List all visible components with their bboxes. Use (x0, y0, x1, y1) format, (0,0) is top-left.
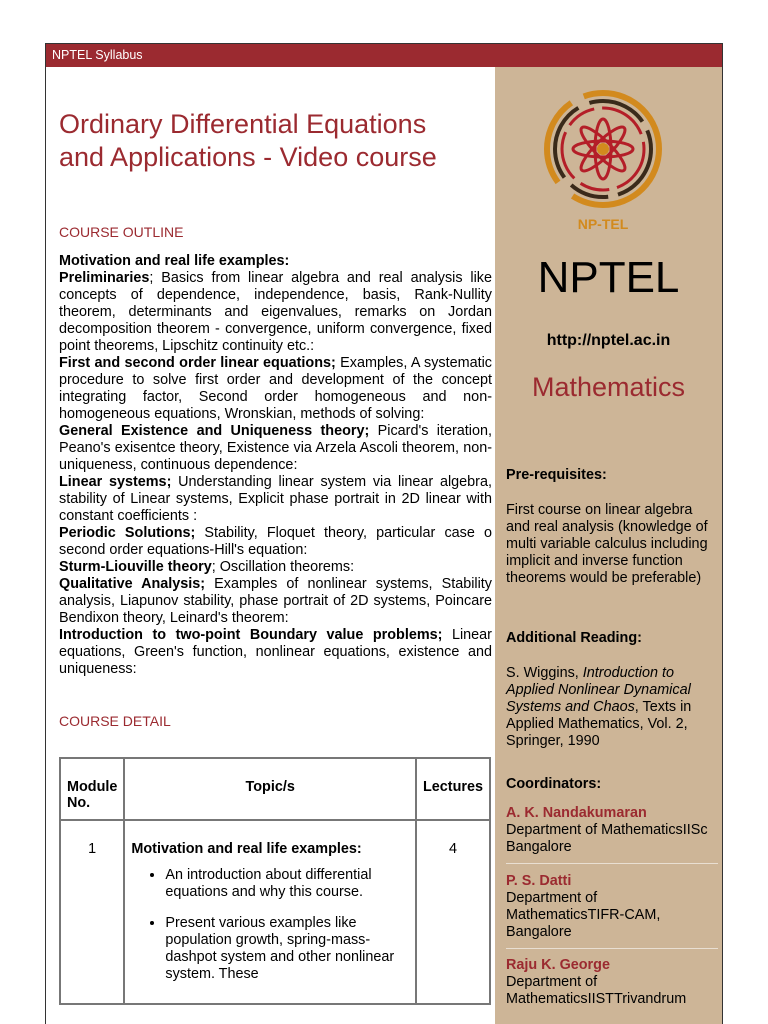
syllabus-frame (45, 43, 723, 1024)
coordinator-name: P. S. Datti (506, 873, 572, 889)
outline-intro: Motivation and real life examples: (59, 253, 290, 269)
list-item: • An introduction about differential equations and why this course. (165, 867, 409, 901)
outline-item: Preliminaries; Basics from linear algebra and real analysis like concepts of dependence, independence, basis, Rank-Nullity theorem, determinants and eigenvalues, remarks on Jordan decomposition theorem - convergence, uniform convergence, fixed point theorems, Lipschitz continuity etc.: (59, 270, 492, 354)
course-title: Ordinary Differential Equations and Applications - Video course (59, 109, 437, 172)
nptel-url[interactable]: http://nptel.ac.in (546, 332, 671, 349)
coordinator-affiliation: Department of MathematicsIISc Bangalore (506, 822, 708, 855)
coordinator-1 (506, 805, 716, 856)
topic-cell (124, 820, 416, 1004)
column-header-lectures: Lectures (416, 758, 490, 820)
table-row (60, 820, 490, 1004)
course-outline (59, 253, 492, 678)
course-outline-heading: COURSE OUTLINE (59, 224, 184, 240)
table-header-row (60, 758, 490, 820)
course-detail-heading: COURSE DETAIL (59, 713, 171, 729)
coordinator-affiliation: Department of MathematicsTIFR-CAM, Bangalore (506, 890, 661, 940)
lecture-count: 4 (416, 820, 490, 1004)
outline-item: Periodic Solutions; Stability, Floquet theory, particular case o second order equations-Hill's equation: (59, 525, 492, 558)
coordinator-affiliation: Department of MathematicsIISTTrivandrum (506, 974, 687, 1007)
outline-item: Linear systems; Understanding linear system via linear algebra, stability of Linear systems, Explicit phase portrait in 2D linear with constant coefficients : (59, 474, 492, 524)
topic-title: Motivation and real life examples: (131, 841, 362, 857)
divider (506, 948, 718, 949)
brand-name: NPTEL (537, 253, 680, 302)
coordinator-name: Raju K. George (506, 957, 610, 973)
outline-item: General Existence and Uniqueness theory; Picard's iteration, Peano's exisentce theory, Existence via Arzela Ascoli theorem, non-uniqueness, continuous dependence: (59, 423, 492, 473)
module-number: 1 (60, 820, 124, 1004)
prereq-text: First course on linear algebra and real analysis (knowledge of multi variable calculus including implicit and inverse function theorems would be preferable) (506, 502, 708, 586)
subject-name: Mathematics (531, 372, 686, 402)
nptel-logo (541, 87, 679, 237)
outline-item: Introduction to two-point Boundary value problems; Linear equations, Green's function, nonlinear equations, existence and uniqueness: (59, 627, 492, 677)
header-bar: NPTEL Syllabus (46, 44, 722, 67)
course-detail-table (59, 757, 491, 1005)
outline-item: First and second order linear equations; Examples, A systematic procedure to solve first order and development of the concept integrating factor, Second order homogeneous and non-homogeneous equations, Wronskian, methods of solving: (59, 355, 493, 422)
topic-bullets (131, 867, 409, 983)
coordinator-name: A. K. Nandakumaran (506, 805, 647, 821)
list-item: • Present various examples like population growth, spring-mass-dashpot system and other nonlinear system. These (165, 915, 409, 983)
coordinator-2 (506, 873, 716, 941)
divider (506, 863, 718, 864)
reading-text: S. Wiggins, Introduction to Applied Nonlinear Dynamical Systems and Chaos, Texts in Applied Mathematics, Vol. 2, Springer, 1990 (506, 665, 692, 749)
reading-heading: Additional Reading: (506, 630, 642, 646)
svg-text:NP-TEL: NP-TEL (577, 216, 629, 232)
outline-item: Sturm-Liouville theory; Oscillation theorems: (59, 559, 355, 575)
column-header-topics: Topic/s (124, 758, 416, 820)
sidebar (495, 67, 722, 1024)
prereq-heading: Pre-requisites: (506, 467, 607, 483)
main-column (46, 67, 496, 1024)
column-header-module: Module No. (60, 758, 124, 820)
coordinators-heading: Coordinators: (506, 776, 602, 792)
outline-item: Qualitative Analysis; Examples of nonlinear systems, Stability analysis, Liapunov stability, phase portrait of 2D systems, Poincare Bendixon theory, Leinard's theorem: (59, 576, 493, 626)
coordinator-3 (506, 957, 716, 1008)
nptel-emblem-icon (541, 87, 679, 237)
